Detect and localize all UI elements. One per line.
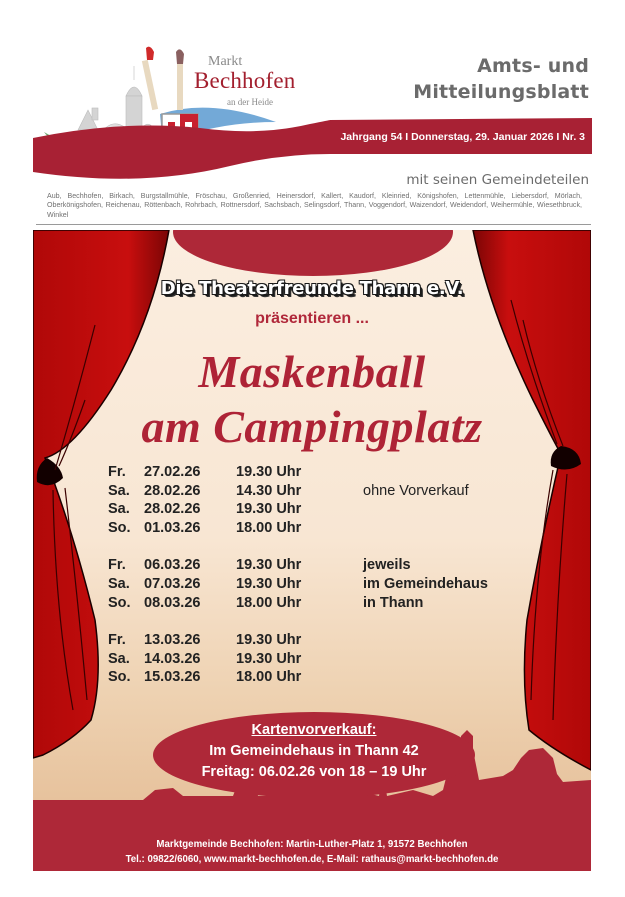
schedule-date: 08.03.26 (144, 594, 201, 611)
schedule-time: 18.00 Uhr (236, 594, 302, 611)
schedule-day: Sa. (108, 482, 130, 499)
page-title-line2: Mitteilungsblatt (413, 81, 589, 103)
performance-schedule (108, 464, 528, 688)
districts-list: Aub, Bechhofen, Birkach, Burgstallmühle, Fröschau, Großenried, Heinersdorf, Kallert, Kaudorf, Kleinried, Königshofen, Lettenmühle, Liebersdorf, Mörlach, Oberkönigshofen, Reichenau, Röttenbach, Rohrbach, Rottnersdorf, Sachsbach, Selingsdorf, Thann, Voggendorf, Waizendorf, Weidendorf, Weihermühle, Wiesethbruck, Winkel (47, 192, 582, 219)
schedule-date: 28.02.26 (144, 482, 201, 499)
valance-icon (173, 230, 453, 276)
troupe-name: Die Theaterfreunde Thann e.V. (160, 278, 464, 299)
footer-address: Marktgemeinde Bechhofen: Martin-Luther-Platz 1, 91572 Bechhofen (156, 839, 468, 850)
schedule-day: Sa. (108, 501, 130, 518)
schedule-time: 19.30 Uhr (236, 632, 302, 649)
schedule-date: 07.03.26 (144, 575, 201, 592)
schedule-day: Fr. (108, 557, 126, 574)
schedule-time: 14.30 Uhr (236, 482, 302, 499)
schedule-note: ohne Vorverkauf (363, 482, 469, 499)
issue-info: Jahrgang 54 I Donnerstag, 29. Januar 2026 I Nr. 3 (340, 131, 585, 143)
schedule-day: So. (108, 594, 131, 611)
presents-label: präsentieren ... (255, 310, 369, 327)
schedule-date: 27.02.26 (144, 464, 201, 480)
schedule-date: 28.02.26 (144, 501, 201, 518)
schedule-time: 19.30 Uhr (236, 557, 302, 574)
logo-sub-label: an der Heide (227, 97, 273, 107)
schedule-date: 01.03.26 (144, 519, 201, 536)
schedule-row (108, 651, 528, 670)
schedule-row (108, 501, 528, 520)
schedule-row (108, 520, 528, 539)
paintbrush-icon (142, 47, 184, 110)
schedule-day: So. (108, 519, 131, 536)
schedule-date: 15.03.26 (144, 669, 201, 686)
schedule-day: Fr. (108, 632, 126, 649)
presale-time: Freitag: 06.02.26 von 18 – 19 Uhr (201, 764, 427, 780)
presale-info (153, 712, 475, 798)
schedule-row (108, 632, 528, 651)
presale-heading: Kartenvorverkauf: (251, 722, 377, 738)
schedule-day: Sa. (108, 650, 130, 667)
schedule-note: im Gemeindehaus (363, 575, 488, 592)
footer-contact: Tel.: 09822/6060, www.markt-bechhofen.de, E-Mail: rathaus@markt-bechhofen.de (125, 854, 499, 865)
show-title-line1: Maskenball (198, 346, 426, 397)
schedule-day: Fr. (108, 464, 126, 480)
schedule-time: 19.30 Uhr (236, 464, 302, 480)
schedule-date: 13.03.26 (144, 632, 201, 649)
schedule-day: Sa. (108, 575, 130, 592)
subtitle: mit seinen Gemeindeteilen (406, 172, 589, 188)
schedule-row (108, 595, 528, 614)
schedule-time: 18.00 Uhr (236, 519, 302, 536)
schedule-time: 19.30 Uhr (236, 650, 302, 667)
event-poster (33, 230, 591, 871)
schedule-note: jeweils (363, 557, 411, 574)
schedule-note: in Thann (363, 594, 424, 611)
logo-name: Bechhofen (194, 68, 296, 93)
schedule-date: 06.03.26 (144, 557, 201, 574)
schedule-row (108, 576, 528, 595)
schedule-time: 18.00 Uhr (236, 669, 302, 686)
schedule-row (108, 464, 528, 483)
schedule-time: 19.30 Uhr (236, 575, 302, 592)
schedule-row (108, 483, 528, 502)
presale-location: Im Gemeindehaus in Thann 42 (209, 743, 419, 759)
schedule-time: 19.30 Uhr (236, 501, 302, 518)
header-divider (36, 224, 591, 225)
page-title-line1: Amts- und (477, 55, 589, 77)
schedule-row (108, 557, 528, 576)
logo-markt-label: Markt (208, 54, 243, 69)
schedule-day: So. (108, 669, 131, 686)
show-title-line2: am Campingplatz (141, 401, 483, 452)
schedule-date: 14.03.26 (144, 650, 201, 667)
schedule-row (108, 669, 528, 688)
